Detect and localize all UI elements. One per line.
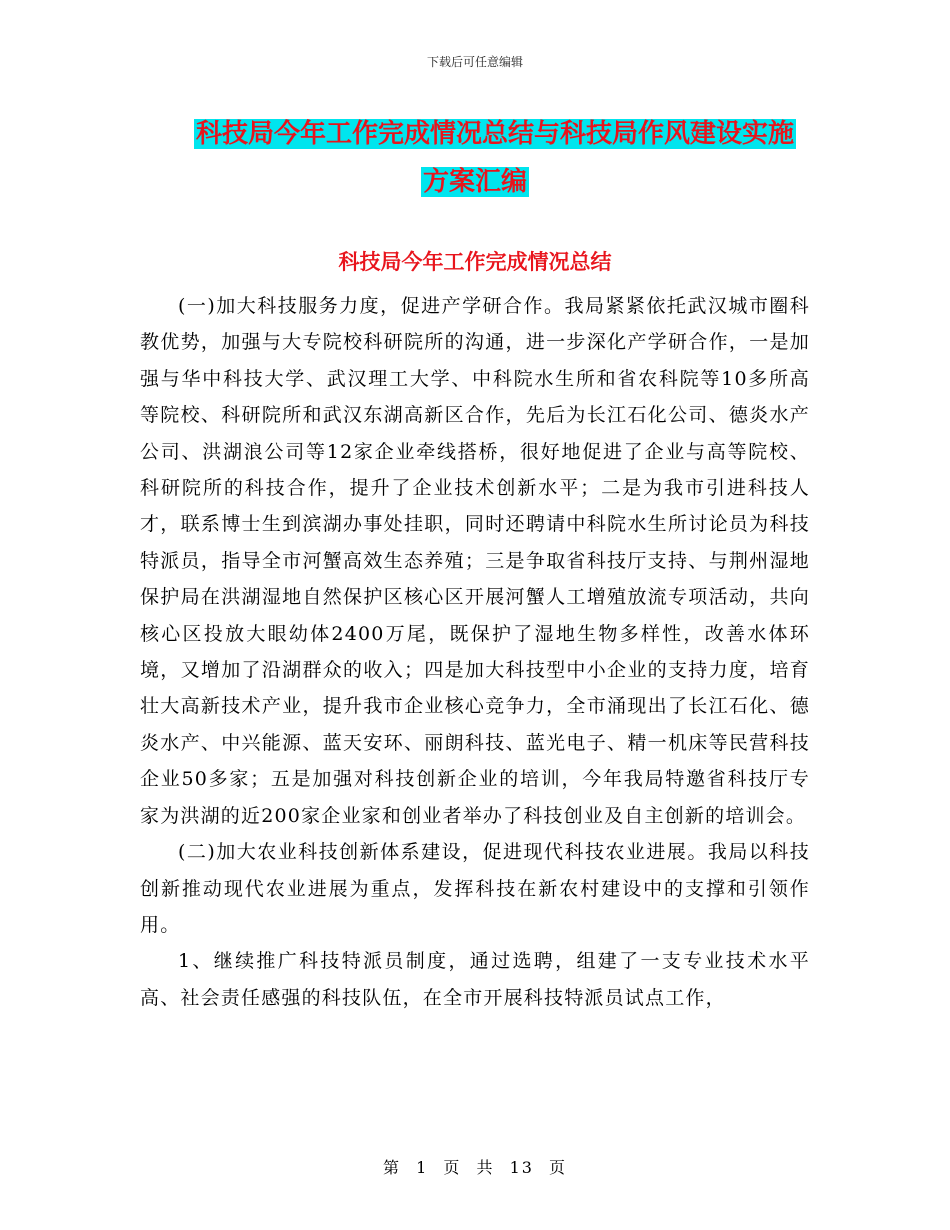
title-line-2: 方案汇编 [422,167,527,197]
paragraph-1: (一)加大科技服务力度，促进产学研合作。我局紧紧依托武汉城市圈科教优势，加强与大专院校科研院所的沟通，进一步深化产学研合作，一是加强与华中科技大学、武汉理工大学、中科院水生所和省农科院等10多所高等院校、科研院所和武汉东湖高新区合作，先后为长江石化公司、德炎水产公司、洪湖浪公司等12家企业牵线搭桥，很好地促进了企业与高等院校、科研院所的科技合作，提升了企业技术创新水平；二是为我市引进科技人才，联系博士生到滨湖办事处挂职，同时还聘请中科院水生所讨论员为科技特派员，指导全市河蟹高效生态养殖；三是争取省科技厅支持、与荆州湿地保护局在洪湖湿地自然保护区核心区开展河蟹人工增殖放流专项活动，共向核心区投放大眼幼体2400万尾，既保护了湿地生物多样性，改善水体环境，又增加了沿湖群众的收入；四是加大科技型中小企业的支持力度，培育壮大高新技术产业，提升我市企业核心竞争力，全市涌现出了长江石化、德炎水产、中兴能源、蓝天安环、丽朗科技、蓝光电子、精一机床等民营科技企业50多家；五是加强对科技创新企业的培训，今年我局特邀省科技厅专家为洪湖的近200家企业家和创业者举办了科技创业及自主创新的培训会。 [140,295,810,827]
footer-page-number: 1 [416,1158,429,1177]
footer-prefix: 第 [382,1158,401,1177]
section-title: 科技局今年工作完成情况总结 [338,249,612,274]
header-note: 下载后可任意编辑 [426,55,523,69]
title-line-1: 科技局今年工作完成情况总结与科技局作风建设实施 [195,119,794,149]
page-footer [0,1155,950,1178]
body-text [140,288,810,1016]
footer-total-label: 共 [476,1158,495,1177]
document-title [0,110,950,206]
paragraph-3: 1、继续推广科技特派员制度，通过选聘，组建了一支专业技术水平高、社会责任感强的科技队伍，在全市开展科技特派员试点工作， [140,950,810,1009]
paragraph-2: (二)加大农业科技创新体系建设，促进现代科技农业进展。我局以科技创新推动现代农业进展为重点，发挥科技在新农村建设中的支撑和引领作用。 [140,841,810,936]
footer-page-label: 页 [443,1158,462,1177]
footer-total-pages: 13 [509,1158,534,1177]
footer-suffix: 页 [549,1158,568,1177]
